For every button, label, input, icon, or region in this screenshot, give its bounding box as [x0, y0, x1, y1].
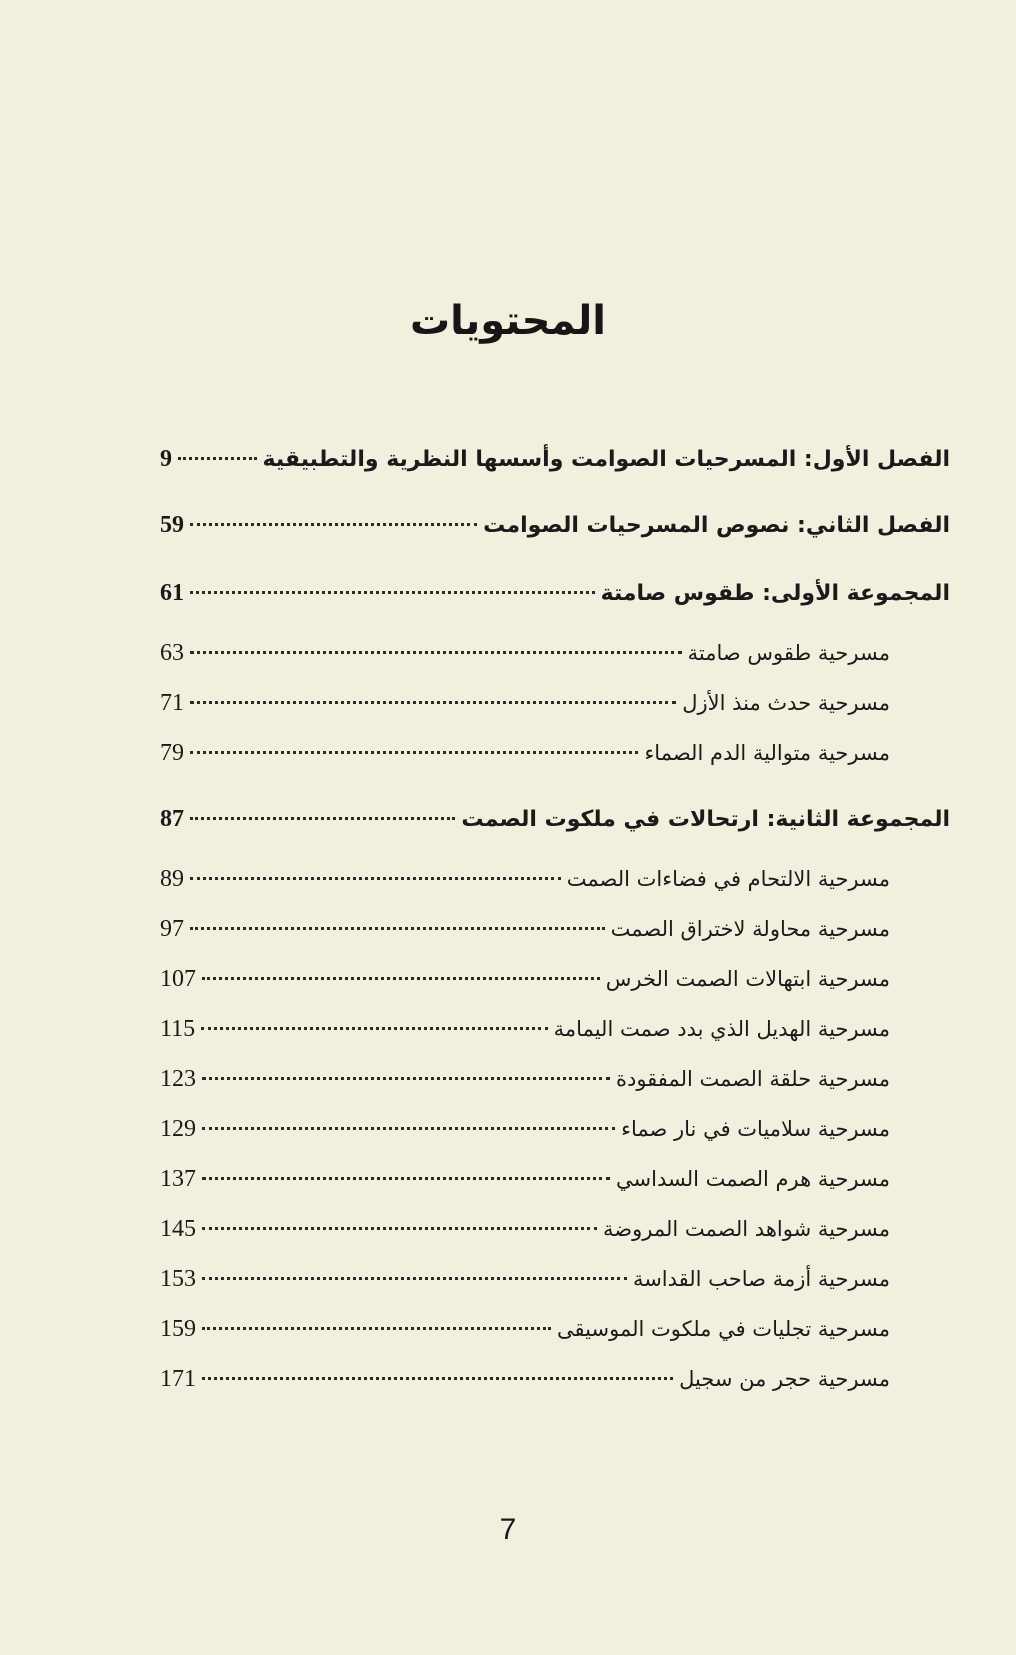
dot-leader	[202, 1277, 627, 1280]
dot-leader	[202, 1327, 551, 1330]
dot-leader	[190, 523, 477, 526]
toc-item[interactable]	[160, 1066, 890, 1093]
toc-page-number: 97	[160, 916, 184, 942]
toc-entry-title: مسرحية الهديل الذي بدد صمت اليمامة	[553, 1017, 890, 1041]
dot-leader	[190, 817, 455, 820]
toc-item[interactable]	[160, 916, 890, 943]
dot-leader	[178, 457, 257, 460]
toc-page-number: 145	[160, 1216, 196, 1242]
toc-group-1[interactable]	[160, 580, 950, 607]
dot-leader	[190, 701, 676, 704]
dot-leader	[190, 651, 682, 654]
toc-page-number: 79	[160, 740, 184, 766]
dot-leader	[202, 1127, 615, 1130]
toc-page-number: 159	[160, 1316, 196, 1342]
dot-leader	[201, 1027, 548, 1030]
toc-entry-title: مسرحية تجليات في ملكوت الموسيقى	[557, 1317, 890, 1341]
toc-item[interactable]	[160, 1166, 890, 1193]
toc-page-number: 129	[160, 1116, 196, 1142]
toc-chapter-1[interactable]	[160, 446, 950, 473]
toc-page-number: 87	[160, 806, 184, 832]
dot-leader	[190, 877, 561, 880]
toc-item[interactable]	[160, 966, 890, 993]
toc-page-number: 63	[160, 640, 184, 666]
page-number: 7	[499, 1513, 517, 1546]
dot-leader	[202, 1177, 610, 1180]
toc-entry-title: الفصل الثاني: نصوص المسرحيات الصوامت	[483, 513, 950, 538]
toc-page-number: 123	[160, 1066, 196, 1092]
toc-page-number: 9	[160, 446, 172, 472]
toc-entry-title: مسرحية ابتهالات الصمت الخرس	[605, 967, 890, 991]
toc-chapter-2[interactable]	[160, 512, 950, 539]
dot-leader	[202, 1227, 597, 1230]
dot-leader	[190, 927, 605, 930]
toc-page-number: 71	[160, 690, 184, 716]
table-of-contents	[0, 440, 1016, 1450]
toc-group-2[interactable]	[160, 806, 950, 833]
toc-entry-title: مسرحية شواهد الصمت المروضة	[603, 1217, 890, 1241]
dot-leader	[202, 977, 600, 980]
toc-item[interactable]	[160, 1266, 890, 1293]
toc-page-number: 107	[160, 966, 196, 992]
dot-leader	[202, 1377, 673, 1380]
toc-item[interactable]	[160, 1016, 890, 1043]
toc-entry-title: مسرحية طقوس صامتة	[687, 641, 890, 665]
toc-page-number: 61	[160, 580, 184, 606]
toc-entry-title: مسرحية حدث منذ الأزل	[682, 691, 890, 715]
toc-item[interactable]	[160, 690, 890, 717]
toc-page-number: 171	[160, 1366, 196, 1392]
toc-page-number: 89	[160, 866, 184, 892]
toc-item[interactable]	[160, 640, 890, 667]
toc-entry-title: مسرحية هرم الصمت السداسي	[616, 1167, 890, 1191]
toc-entry-title: المجموعة الثانية: ارتحالات في ملكوت الصمت	[461, 807, 950, 832]
toc-entry-title: مسرحية حلقة الصمت المفقودة	[615, 1067, 890, 1091]
dot-leader	[190, 751, 638, 754]
toc-item[interactable]	[160, 1366, 890, 1393]
toc-entry-title: مسرحية سلاميات في نار صماء	[621, 1117, 890, 1141]
toc-item[interactable]	[160, 740, 890, 767]
toc-entry-title: مسرحية متوالية الدم الصماء	[644, 741, 890, 765]
toc-entry-title: مسرحية محاولة لاختراق الصمت	[610, 917, 890, 941]
dot-leader	[190, 591, 595, 594]
toc-item[interactable]	[160, 1316, 890, 1343]
toc-entry-title: مسرحية الالتحام في فضاءات الصمت	[566, 867, 890, 891]
page-title: المحتويات	[409, 298, 606, 344]
toc-page-number: 59	[160, 512, 184, 538]
toc-page-number: 137	[160, 1166, 196, 1192]
toc-page-number: 115	[160, 1016, 196, 1042]
toc-page-number: 153	[160, 1266, 196, 1292]
dot-leader	[202, 1077, 610, 1080]
toc-item[interactable]	[160, 1216, 890, 1243]
toc-item[interactable]	[160, 866, 890, 893]
toc-entry-title: مسرحية حجر من سجيل	[679, 1367, 890, 1391]
toc-entry-title: مسرحية أزمة صاحب القداسة	[632, 1267, 890, 1291]
toc-item[interactable]	[160, 1116, 890, 1143]
toc-entry-title: المجموعة الأولى: طقوس صامتة	[600, 581, 950, 606]
toc-entry-title: الفصل الأول: المسرحيات الصوامت وأسسها النظرية والتطبيقية	[262, 447, 950, 472]
